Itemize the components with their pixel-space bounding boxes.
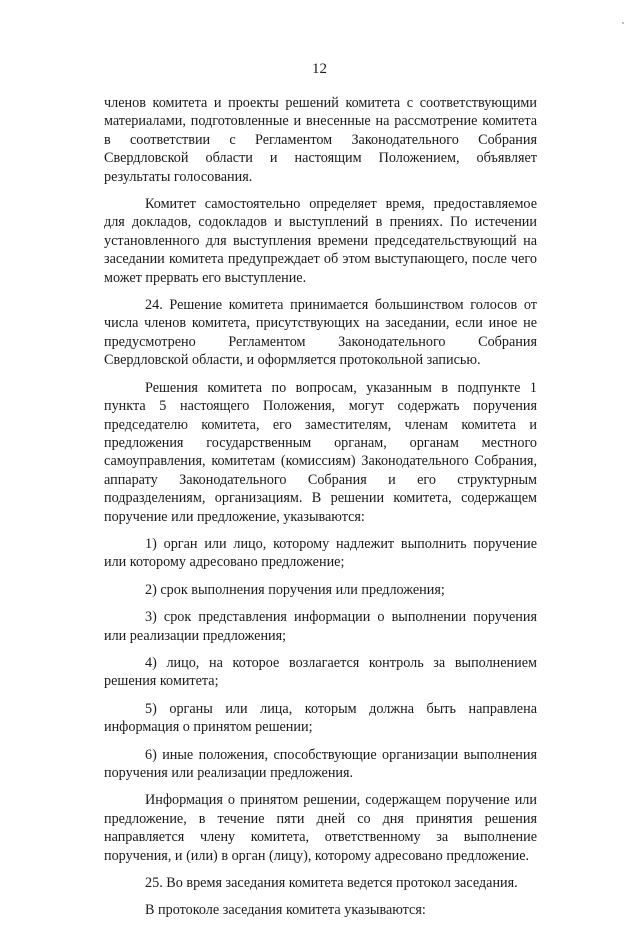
paragraph-decisions: Решения комитета по вопросам, указанным в подпункте 1 пункта 5 настоящего Положения, могут содержать поручения председателю комитета, его заместителям, членам комитета и предложения государственным органам, органам местного самоуправления, комитетам (комиссиям) Законодательного Собрания, аппарату Законодательного Собрания и его структурным подразделениям, организациям. В решении комитета, содержащем поручение или предложение, указываются: (104, 379, 537, 525)
paragraph-continuation: членов комитета и проекты решений комитета с соответствующими материалами, подготовленные и внесенные на рассмотрение комитета в соответствии с Регламентом Законодательного Собрания Свердловской области и настоящим Положением, объявляет результаты голосования. (104, 95, 537, 185)
list-item-4: 4) лицо, на которое возлагается контроль за выполнением решения комитета; (104, 654, 537, 690)
paragraph-time-allocation: Комитет самостоятельно определяет время, предоставляемое для докладов, содокладов и выступлений в прениях. По истечении установленного для выступления времени председательствующий на заседании комитета предупреждает об этом выступающего, после чего может прервать его выступление. (104, 196, 537, 286)
document-body (104, 94, 537, 929)
scan-speck (622, 22, 624, 24)
paragraph-protocol-contents: В протоколе заседания комитета указываются: (145, 902, 426, 919)
paragraph-item-24: 24. Решение комитета принимается большинством голосов от числа членов комитета, присутствующих на заседании, если иное не предусмотрено Регламентом Законодательного Собрания Свердловской области, и оформляется протокольной записью. (104, 297, 537, 369)
list-item-6: 6) иные положения, способствующие организации выполнения поручения или реализации предложения. (104, 746, 537, 781)
list-item-5: 5) органы или лица, которым должна быть направлена информация о принятом решении; (104, 700, 537, 736)
paragraph-information: Информация о принятом решении, содержащем поручение или предложение, в течение пяти дней со дня принятия решения направляется члену комитета, ответственному за выполнение поручения, и (или) в орган (лицу), которому адресовано предложение. (104, 792, 537, 864)
list-item-1: 1) орган или лицо, которому надлежит выполнить поручение или которому адресовано предложение; (104, 535, 537, 571)
paragraph-item-25: 25. Во время заседания комитета ведется протокол заседания. (145, 875, 518, 892)
list-item-3: 3) срок представления информации о выполнении поручения или реализации предложения; (104, 609, 537, 644)
page-number: 12 (312, 61, 327, 77)
list-item-2: 2) срок выполнения поручения или предложения; (145, 581, 445, 598)
